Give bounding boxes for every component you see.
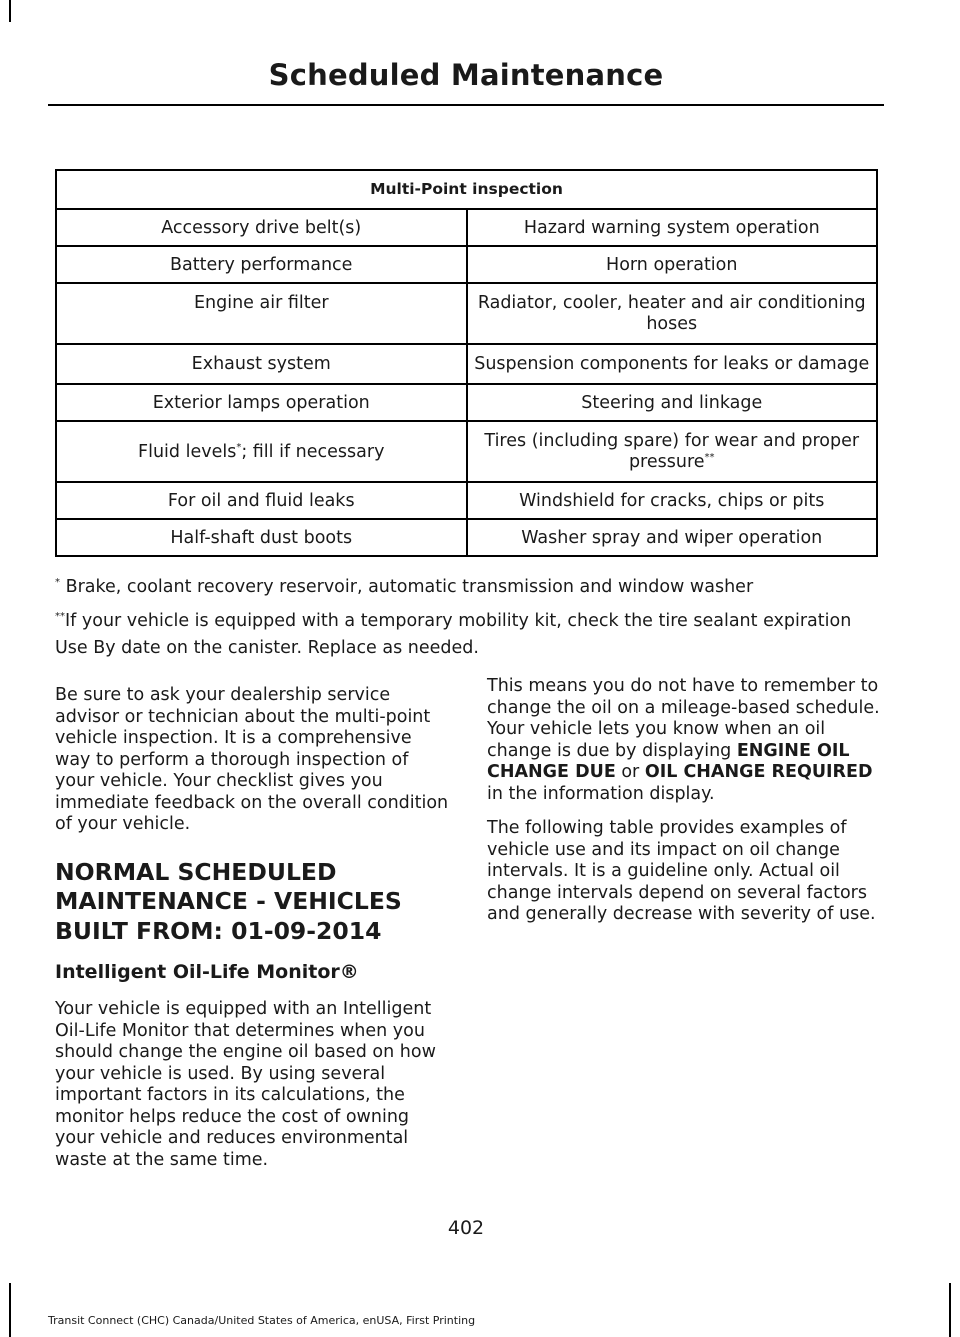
cell-text: ; fill if necessary <box>241 441 385 462</box>
section-heading: NORMAL SCHEDULED MAINTENANCE - VEHICLES BUILT FROM: 01-09-2014 <box>55 857 402 945</box>
table-cell: Battery performance <box>56 246 467 283</box>
table-cell: Windshield for cracks, chips or pits <box>467 482 878 519</box>
table-cell: Accessory drive belt(s) <box>56 209 467 246</box>
table-cell <box>56 421 467 482</box>
table-row <box>56 209 877 246</box>
table-cell: Exterior lamps operation <box>56 384 467 421</box>
table-cell: For oil and fluid leaks <box>56 482 467 519</box>
right-column <box>487 676 881 939</box>
table-row <box>56 246 877 283</box>
table-cell: Half-shaft dust boots <box>56 519 467 556</box>
table-row <box>56 384 877 421</box>
table-cell: Horn operation <box>467 246 878 283</box>
crop-mark <box>949 1283 951 1337</box>
page-number: 402 <box>447 1217 485 1239</box>
footnote <box>55 608 885 662</box>
table-row <box>56 344 877 384</box>
display-message: OIL CHANGE REQUIRED <box>644 762 873 782</box>
footer-text: Transit Connect (CHC) Canada/United States of America, enUSA, First Printing <box>48 1314 476 1327</box>
footnote <box>55 574 885 601</box>
cell-text: Tires (including spare) for wear and proper pressure <box>484 431 860 472</box>
footnote-text: Brake, coolant recovery reservoir, automatic transmission and window washer <box>60 577 754 597</box>
intro-paragraph: Be sure to ask your dealership service advisor or technician about the multi-point vehicle inspection. It is a comprehensive way to perform a thorough inspection of your vehicle. Your checklist gives you immediate feedback on the overall condition of your vehicle. <box>55 685 449 834</box>
body-paragraph <box>487 676 881 805</box>
crop-mark <box>9 0 11 22</box>
body-paragraph: Your vehicle is equipped with an Intelligent Oil-Life Monitor that determines when you should change the engine oil based on how your vehicle is used. By using several important factors in its calculations, the monitor helps reduce the cost of owning your vehicle and reduces environmental waste at the same time. <box>55 999 436 1170</box>
table-cell <box>467 421 878 482</box>
page-title: Scheduled Maintenance <box>268 58 664 92</box>
table-cell: Hazard warning system operation <box>467 209 878 246</box>
table-row <box>56 482 877 519</box>
body-paragraph: The following table provides examples of vehicle use and its impact on oil change intervals. It is a guideline only. Actual oil change intervals depend on several factors and generally decrease with severity of use. <box>487 818 876 924</box>
table-cell: Engine air filter <box>56 283 467 344</box>
table-row <box>56 519 877 556</box>
multi-point-inspection-table <box>55 169 878 557</box>
text-run: or <box>615 762 645 782</box>
table-cell: Steering and linkage <box>467 384 878 421</box>
text-run: This means you do not have to remember to change the oil on a mileage-based schedule. Your vehicle lets you know when an oil change is due by displaying <box>487 676 880 761</box>
footnote-text: If your vehicle is equipped with a temporary mobility kit, check the tire sealant expiration Use By date on the canister. Replace as needed. <box>55 611 852 658</box>
display-message: ENGINE OIL CHANGE DUE <box>487 740 850 782</box>
left-column <box>55 685 449 1184</box>
table-cell: Suspension components for leaks or damage <box>467 344 878 384</box>
crop-mark <box>9 1283 11 1337</box>
table-row <box>56 283 877 344</box>
table-title: Multi-Point inspection <box>56 170 877 209</box>
table-row <box>56 421 877 482</box>
table-cell: Radiator, cooler, heater and air conditioning hoses <box>467 283 878 344</box>
header-rule <box>48 104 884 106</box>
footnote-marker: * <box>236 441 242 453</box>
table-cell: Exhaust system <box>56 344 467 384</box>
cell-text: Fluid levels <box>138 441 237 462</box>
text-run: in the information display. <box>487 783 715 804</box>
table-cell: Washer spray and wiper operation <box>467 519 878 556</box>
footnote-marker: ** <box>704 452 715 464</box>
subsection-heading: Intelligent Oil-Life Monitor® <box>55 961 359 983</box>
footnote-marker: ** <box>55 611 65 623</box>
footnote-marker: * <box>55 577 60 589</box>
